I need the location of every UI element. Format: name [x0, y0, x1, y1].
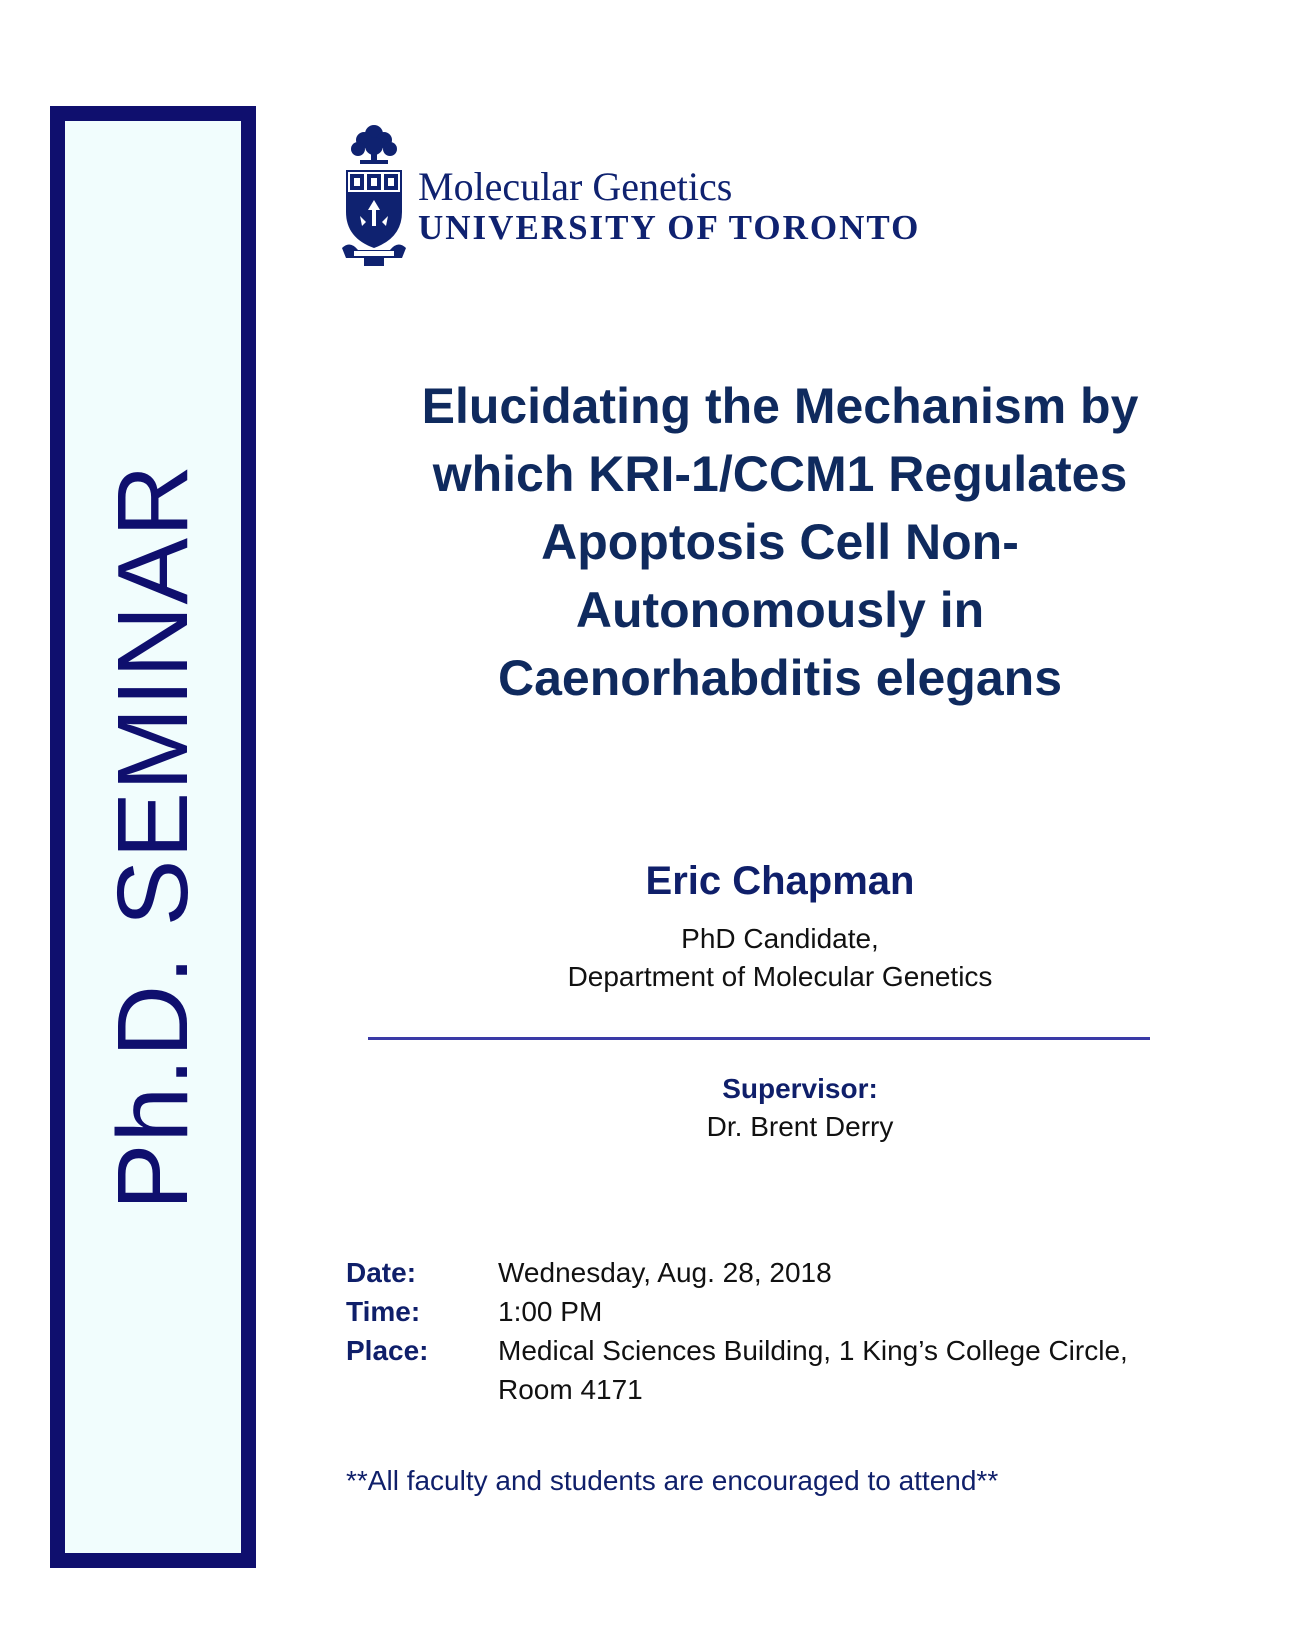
speaker-name: Eric Chapman [645, 859, 915, 903]
supervisor-label: Supervisor: [722, 1073, 878, 1104]
time-row [346, 1292, 1206, 1331]
seminar-title-line: Apoptosis Cell Non- [541, 514, 1019, 570]
speaker-position: PhD Candidate, [681, 923, 879, 954]
speaker-department: Department of Molecular Genetics [567, 961, 993, 992]
seminar-title-line: Elucidating the Mechanism by [421, 378, 1139, 434]
seminar-title-line: Caenorhabditis elegans [497, 650, 1063, 706]
date-row [346, 1253, 1206, 1292]
event-details [346, 1253, 1206, 1409]
place-row [346, 1331, 1206, 1409]
divider [368, 1037, 1150, 1040]
seminar-title-line: which KRI-1/CCM1 Regulates [432, 446, 1128, 502]
speaker-role [450, 920, 1110, 996]
date-value: Wednesday, Aug. 28, 2018 [498, 1257, 832, 1288]
place-label: Place: [346, 1335, 429, 1366]
university-name: UNIVERSITY OF TORONTO [418, 208, 921, 247]
time-value: 1:00 PM [498, 1296, 603, 1327]
seminar-title [330, 372, 1230, 712]
department-name: Molecular Genetics [418, 164, 733, 209]
supervisor-name: Dr. Brent Derry [706, 1111, 894, 1142]
time-label: Time: [346, 1296, 421, 1327]
attendance-note: **All faculty and students are encouraged to attend** [346, 1465, 999, 1496]
university-crest-icon [340, 120, 408, 266]
side-banner [50, 106, 256, 1568]
seminar-title-line: Autonomously in [575, 582, 985, 638]
department-logo [340, 120, 1040, 270]
date-label: Date: [346, 1257, 417, 1288]
place-value: Medical Sciences Building, 1 King’s College Circle, Room 4171 [498, 1335, 1128, 1405]
seminar-banner-title: Ph.D. SEMINAR [97, 463, 209, 1211]
